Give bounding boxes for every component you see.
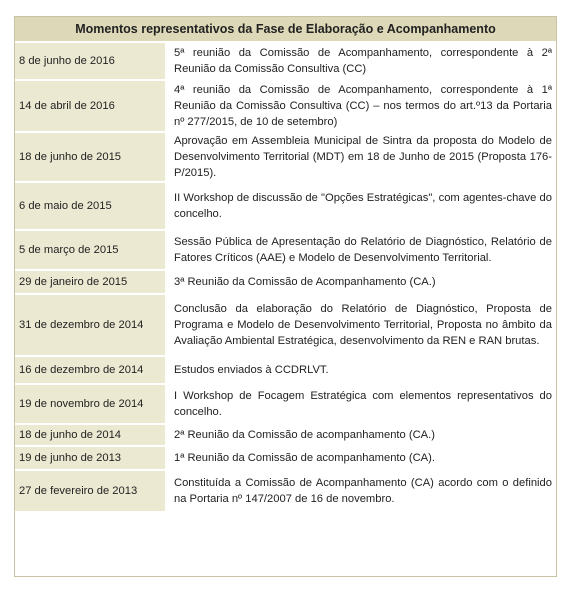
table-row	[15, 270, 556, 294]
table-title: Momentos representativos da Fase de Elaboração e Acompanhamento	[15, 17, 556, 42]
table-row	[15, 132, 556, 182]
table-row	[15, 424, 556, 446]
event-date: 18 de junho de 2014	[15, 424, 165, 446]
event-date: 18 de junho de 2015	[15, 132, 165, 182]
table-row	[15, 294, 556, 356]
event-date: 19 de novembro de 2014	[15, 384, 165, 424]
event-description: 5ª reunião da Comissão de Acompanhamento, correspondente à 2ª Reunião da Comissão Consultiva (CC)	[168, 42, 556, 80]
event-description: I Workshop de Focagem Estratégica com elementos representativos do concelho.	[168, 384, 556, 424]
event-description: 2ª Reunião da Comissão de acompanhamento (CA.)	[168, 424, 556, 446]
timeline-table	[15, 17, 556, 513]
event-description: 1ª Reunião da Comissão de acompanhamento (CA).	[168, 446, 556, 470]
table-row	[15, 384, 556, 424]
event-description: Aprovação em Assembleia Municipal de Sintra da proposta do Modelo de Desenvolvimento Territorial (MDT) em 18 de Junho de 2015 (Proposta 176-P/2015).	[168, 132, 556, 182]
table-row	[15, 230, 556, 270]
event-date: 19 de junho de 2013	[15, 446, 165, 470]
event-date: 29 de janeiro de 2015	[15, 270, 165, 294]
event-date: 31 de dezembro de 2014	[15, 294, 165, 356]
event-date: 8 de junho de 2016	[15, 42, 165, 80]
event-date: 6 de maio de 2015	[15, 182, 165, 230]
event-description: Sessão Pública de Apresentação do Relatório de Diagnóstico, Relatório de Fatores Críticos (AAE) e Modelo de Desenvolvimento Territorial.	[168, 230, 556, 270]
table-header-row	[15, 17, 556, 42]
table-row	[15, 356, 556, 384]
event-description: Constituída a Comissão de Acompanhamento (CA) acordo com o definido na Portaria nº 147/2007 de 16 de novembro.	[168, 470, 556, 512]
table-row	[15, 42, 556, 80]
table-row	[15, 446, 556, 470]
table-row	[15, 80, 556, 132]
event-description: 3ª Reunião da Comissão de Acompanhamento (CA.)	[168, 270, 556, 294]
event-date: 16 de dezembro de 2014	[15, 356, 165, 384]
timeline-table-frame	[14, 16, 557, 577]
table-row	[15, 182, 556, 230]
event-description: Estudos enviados à CCDRLVT.	[168, 356, 556, 384]
event-description: 4ª reunião da Comissão de Acompanhamento, correspondente à 1ª Reunião da Comissão Consultiva (CC) – nos termos do art.º13 da Portaria nº 277/2015, de 10 de setembro)	[168, 80, 556, 132]
event-date: 5 de março de 2015	[15, 230, 165, 270]
event-description: Conclusão da elaboração do Relatório de Diagnóstico, Proposta de Programa e Modelo de Desenvolvimento Territorial, Proposta no âmbito da Avaliação Ambiental Estratégica, desenvolvimento da REN e RAN brutas.	[168, 294, 556, 356]
event-description: II Workshop de discussão de "Opções Estratégicas", com agentes-chave do concelho.	[168, 182, 556, 230]
event-date: 14 de abril de 2016	[15, 80, 165, 132]
table-row	[15, 470, 556, 512]
event-date: 27 de fevereiro de 2013	[15, 470, 165, 512]
